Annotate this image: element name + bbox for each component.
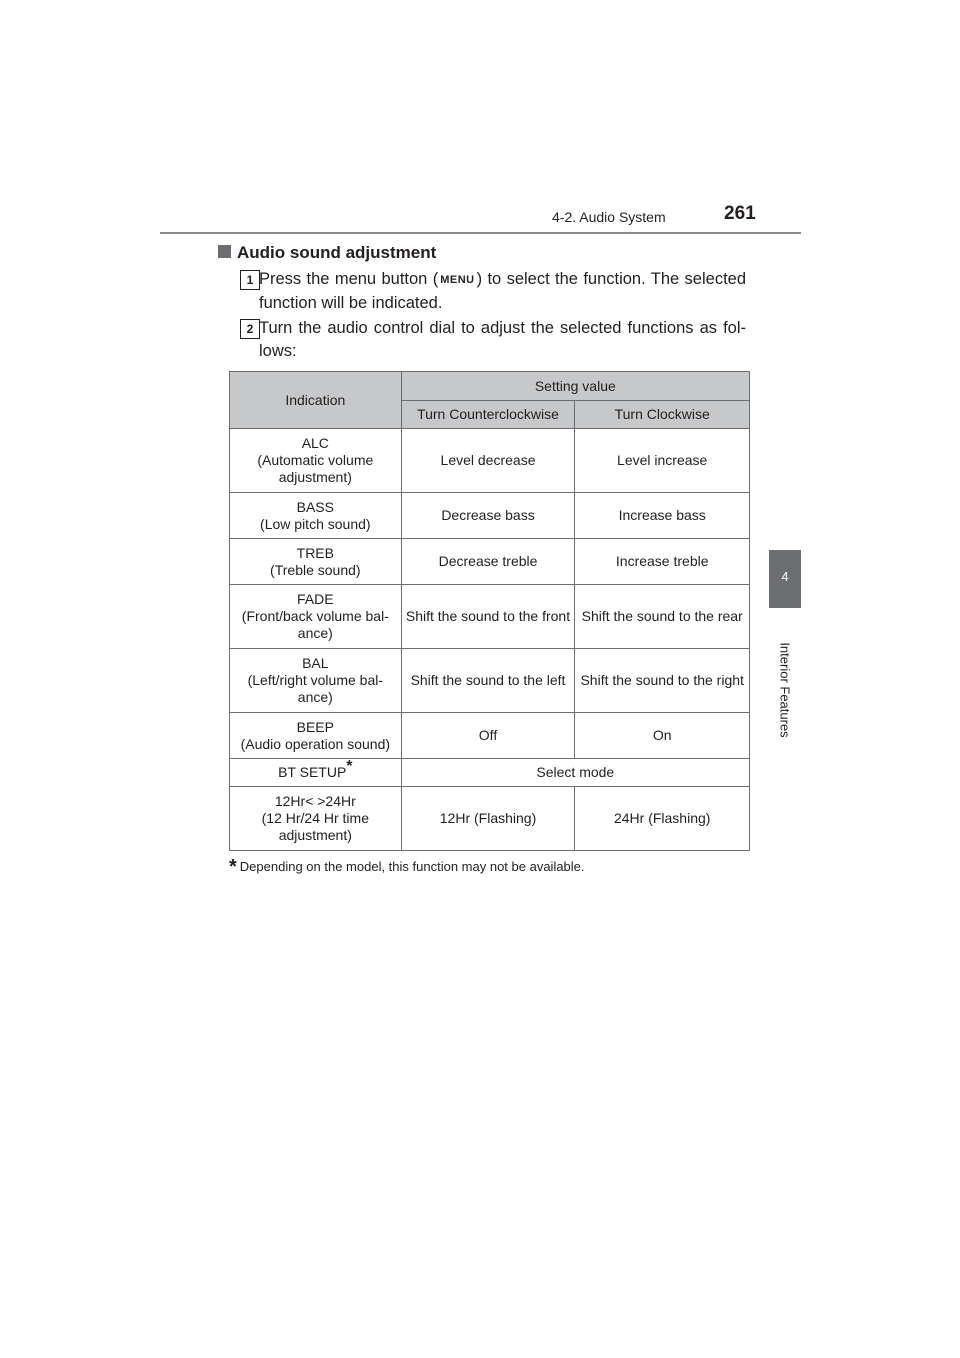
step-number-1: 1 (240, 270, 260, 290)
ccw-cell: Decrease treble (401, 539, 575, 585)
page-number: 261 (724, 203, 756, 224)
footnote-asterisk: * (229, 856, 237, 878)
header-indication: Indication (230, 372, 402, 429)
ccw-cell: Off (401, 713, 575, 759)
indication-cell: BASS (Low pitch sound) (230, 493, 402, 539)
ccw-cell: 12Hr (Flashing) (401, 787, 575, 851)
cw-cell: Level increase (575, 429, 750, 493)
settings-table (229, 371, 750, 851)
indication-cell: BEEP (Audio operation sound) (230, 713, 402, 759)
table-row (230, 493, 750, 539)
heading-square-icon (218, 245, 231, 258)
section-heading (218, 243, 436, 263)
step-text-2: Turn the audio control dial to adjust the selected functions as fol- lows: (259, 319, 746, 360)
table-row (230, 787, 750, 851)
indication-cell: TREB (Treble sound) (230, 539, 402, 585)
table-row (230, 759, 750, 787)
step-number-2: 2 (240, 319, 260, 339)
footnote-text: Depending on the model, this function may not be available. (239, 859, 585, 874)
asterisk-mark: * (346, 758, 353, 775)
header-clockwise: Turn Clockwise (575, 401, 750, 429)
header-setting-value: Setting value (401, 372, 749, 401)
cw-cell: On (575, 713, 750, 759)
ccw-cell: Shift the sound to the front (401, 585, 575, 649)
cw-cell: Shift the sound to the rear (575, 585, 750, 649)
step-1-text-before: Press the menu button ( (259, 270, 439, 288)
step-1-text-after: ) to select the function. The selected function will be indicated. (259, 270, 746, 312)
table-row (230, 585, 750, 649)
ccw-cell: Level decrease (401, 429, 575, 493)
ccw-cell: Decrease bass (401, 493, 575, 539)
table-row (230, 713, 750, 759)
indication-cell: ALC (Automatic volume adjustment) (230, 429, 402, 493)
indication-cell: 12Hr< >24Hr (12 Hr/24 Hr time adjustment) (230, 787, 402, 851)
table-row (230, 539, 750, 585)
step-text-1 (259, 268, 746, 315)
table-row (230, 429, 750, 493)
section-title: 4-2. Audio System (552, 209, 666, 225)
heading-text: Audio sound adjustment (237, 243, 437, 262)
cw-cell: Increase bass (575, 493, 750, 539)
header-counterclockwise: Turn Counterclockwise (401, 401, 575, 429)
footnote (229, 856, 585, 879)
chapter-number: 4 (781, 569, 789, 584)
chapter-tab (769, 550, 801, 608)
header-divider (160, 232, 801, 234)
indication-cell: FADE (Front/back volume bal- ance) (230, 585, 402, 649)
indication-cell (230, 759, 402, 787)
indication-cell: BAL (Left/right volume bal- ance) (230, 649, 402, 713)
ccw-cell: Shift the sound to the left (401, 649, 575, 713)
table-row (230, 649, 750, 713)
select-mode-cell: Select mode (401, 759, 749, 787)
chapter-label: Interior Features (777, 642, 793, 738)
cw-cell: 24Hr (Flashing) (575, 787, 750, 851)
menu-button-icon: MENU (440, 274, 475, 286)
cw-cell: Shift the sound to the right (575, 649, 750, 713)
cw-cell: Increase treble (575, 539, 750, 585)
bt-setup-label: BT SETUP (278, 764, 347, 780)
